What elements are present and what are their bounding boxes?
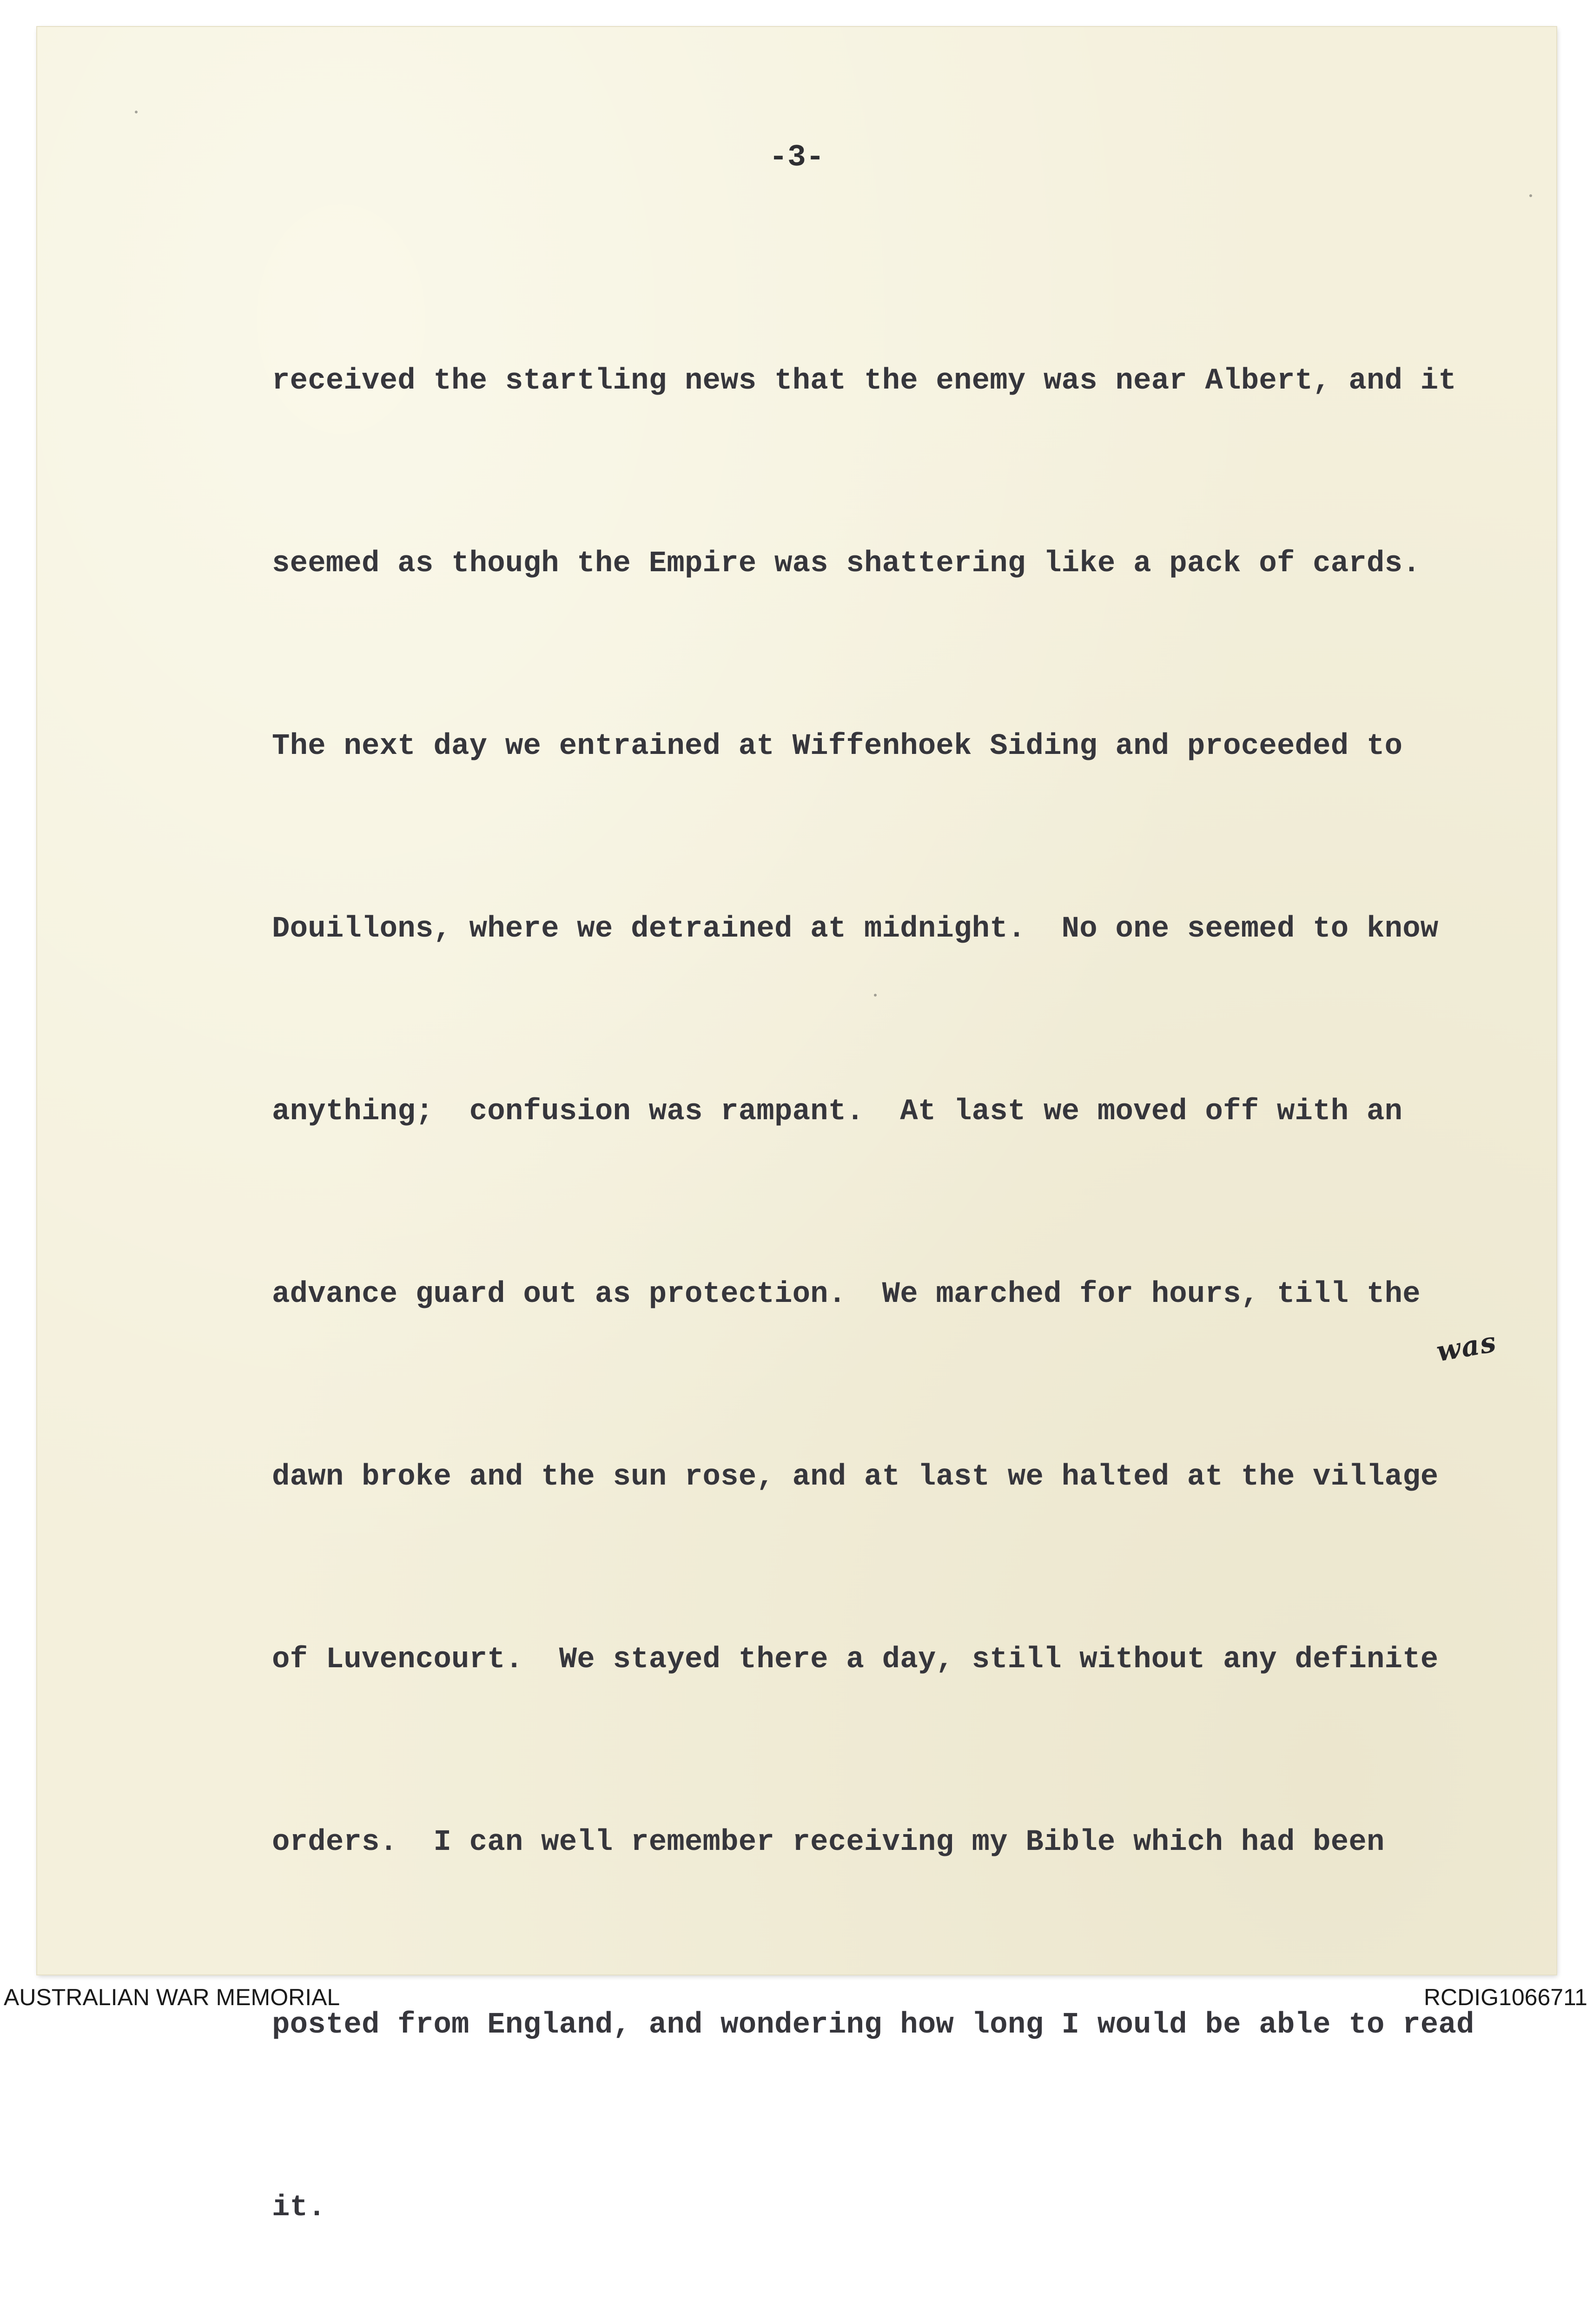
paper-speck bbox=[1529, 194, 1532, 197]
paper-speck bbox=[135, 111, 138, 113]
typed-text-body bbox=[272, 229, 1555, 2324]
text-line: The next day we entrained at Wiffenhoek Siding and proceeded to bbox=[272, 730, 1403, 763]
text-line: dawn broke and the sun rose, and at last we halted at the village bbox=[272, 1460, 1439, 1494]
text-line: seemed as though the Empire was shattering like a pack of cards. bbox=[272, 547, 1421, 581]
page-number: -3- bbox=[769, 140, 825, 175]
text-line: advance guard out as protection. We marched for hours, till the bbox=[272, 1278, 1421, 1311]
archive-credit: AUSTRALIAN WAR MEMORIAL bbox=[4, 1984, 340, 2010]
paper-speck bbox=[874, 994, 877, 997]
text-line: it. bbox=[272, 2191, 326, 2225]
text-line: anything; confusion was rampant. At last we moved off with an bbox=[272, 1095, 1403, 1129]
archive-identifier: RCDIG1066711 bbox=[1423, 1984, 1587, 2010]
text-line: posted from England, and wondering how long I would be able to read bbox=[272, 2008, 1474, 2042]
text-line: Douillons, where we detrained at midnight. No one seemed to know bbox=[272, 912, 1439, 946]
text-line: received the startling news that the enemy was near Albert, and it bbox=[272, 364, 1457, 398]
text-line: orders. I can well remember receiving my Bible which had been bbox=[272, 1826, 1385, 1859]
text-line: of Luvencourt. We stayed there a day, still without any definite bbox=[272, 1643, 1439, 1677]
handwritten-correction: was bbox=[1434, 1326, 1500, 1368]
